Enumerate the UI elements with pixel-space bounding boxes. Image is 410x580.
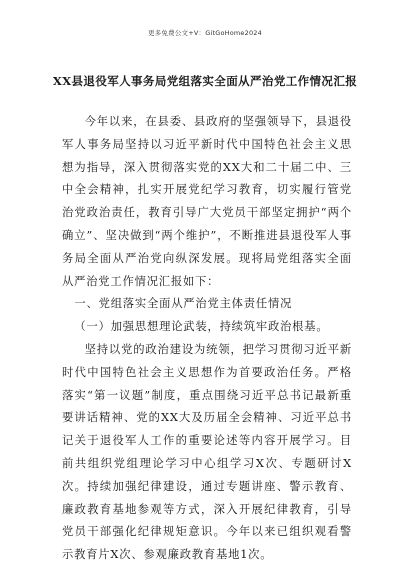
intro-paragraph: 今年以来，在县委、县政府的坚强领导下，县退役军人事务局坚持以习近平新时代中国特色社会主义思想为指导，深入贯彻落实党的XX大和二十届二中、三中全会精神，扎实开展党纪学习教育，切实履行管党治党政治责任，教育引导广大党员干部坚定拥护“两个确立”、坚决做到“两个维护”，不断推进县退役军人事务局全面从严治党向纵深发展。现将局党组落实全面从严治党工作情况汇报如下： (62, 115, 352, 288)
section-heading-1: 一、党组落实全面从严治党主体责任情况 (74, 297, 293, 311)
subsection-heading-1: （一）加强思想理论武装，持续筑牢政治根基。 (74, 320, 329, 334)
body-paragraph: 坚持以党的政治建设为统领，把学习贯彻习近平新时代中国特色社会主义思想作为首要政治任务。严格落实“第一议题”制度，重点围绕习近平总书记最新重要讲话精神、党的XX大及历届全会精神、习近平总书记关于退役军人工作的重要论述等内容开展学习。目前共组织党组理论学习中心组学习X次、专题研讨X次。持续加强纪律建设，通过专题讲座、警示教育、廉政教育基地参观等方式，深入开展纪律教育，引导党员干部强化纪律规矩意识。今年以来已组织观看警示教育片X次、参观廉政教育基地1次。 (62, 342, 352, 562)
document-body (62, 111, 352, 567)
header-watermark-text: 更多免费公文+V：GitGoHome2024 (148, 29, 262, 37)
document-title: XX县退役军人事务局党组落实全面从严治党工作情况汇报 (52, 74, 358, 88)
